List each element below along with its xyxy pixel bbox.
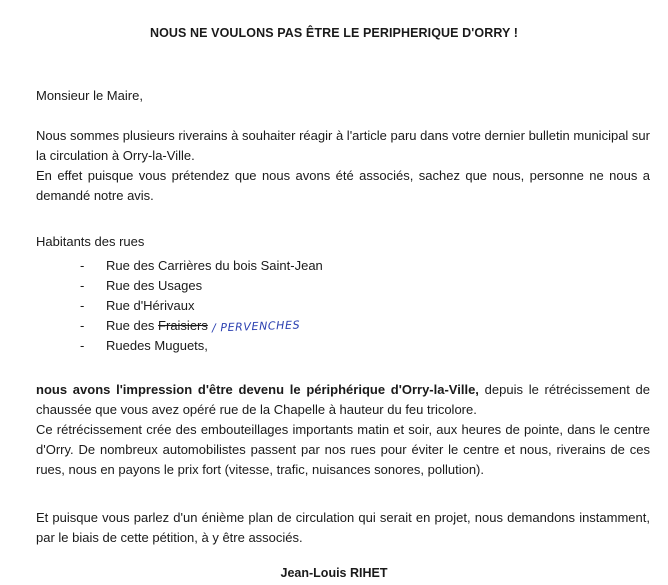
list-item — [80, 336, 323, 356]
paragraph-intro-continued: En effet puisque vous prétendez que nous avons été associés, sachez que nous, personne ne nous a demandé notre avis. — [36, 168, 650, 203]
list-dash: - — [80, 258, 85, 273]
signature: Jean-Louis RIHET — [280, 566, 388, 580]
list-item — [80, 296, 323, 316]
street-name: Ruedes Muguets, — [106, 338, 208, 353]
street-name-prefix: Rue des — [106, 318, 159, 333]
list-intro: Habitants des rues — [36, 234, 145, 249]
street-list — [80, 256, 323, 356]
struck-street-name: Fraisiers — [158, 318, 208, 333]
list-item — [80, 276, 323, 296]
paragraph-complaint-bold: nous avons l'impression d'être devenu le périphérique d'Orry-la-Ville, — [36, 382, 479, 397]
list-dash: - — [80, 298, 85, 313]
salutation: Monsieur le Maire, — [36, 88, 143, 103]
paragraph-complaint — [36, 380, 650, 480]
letter-title: NOUS NE VOULONS PAS ÊTRE LE PERIPHERIQUE D'ORRY ! — [149, 26, 519, 40]
street-name: Rue d'Hérivaux — [106, 298, 195, 313]
paragraph-complaint-continued: Ce rétrécissement crée des embouteillages importants matin et soir, aux heures de pointe, dans le centre d'Orry. De nombreux automobilistes passent par nos rues pour éviter le centre et nous, riverains de ces rues, nous en payons le prix fort (vitesse, trafic, nuisances sonores, pollution). — [36, 422, 650, 477]
list-item — [80, 256, 323, 276]
handwritten-correction: / PERVENCHES — [211, 318, 301, 335]
street-name: Rue des Usages — [106, 278, 203, 293]
paragraph-intro-text: Nous sommes plusieurs riverains à souhaiter réagir à l'article paru dans votre dernier bulletin municipal sur la circulation à Orry-la-Ville. — [36, 128, 650, 163]
list-item — [80, 316, 323, 336]
paragraph-complaint-text: depuis le rétrécissement de chaussée que vous avez opéré rue de la Chapelle à hauteur du feu tricolore. — [36, 382, 650, 417]
list-dash: - — [80, 318, 85, 333]
street-name: Rue des Carrières du bois Saint-Jean — [106, 258, 323, 273]
paragraph-intro — [36, 126, 650, 206]
paragraph-request: Et puisque vous parlez d'un énième plan de circulation qui serait en projet, nous demandons instamment, par le biais de cette pétition, à y être associés. — [36, 510, 650, 545]
list-dash: - — [80, 338, 85, 353]
list-dash: - — [80, 278, 85, 293]
